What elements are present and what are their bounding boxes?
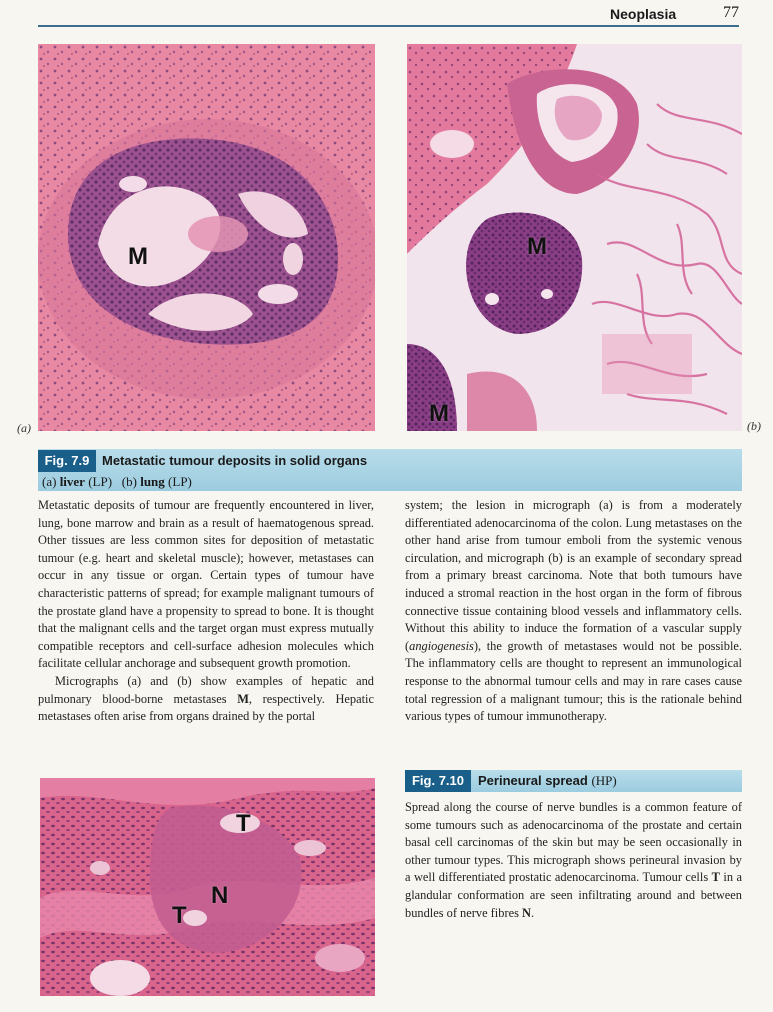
marker-m-liver: M	[128, 243, 148, 270]
p4-bold-t: T	[711, 870, 720, 885]
p3-italic-angiogenesis: angiogenesis	[409, 638, 474, 653]
p4-text-c: .	[530, 905, 535, 920]
fig-7-9-title: Metastatic tumour deposits in solid organs	[102, 453, 368, 468]
fig-7-9-paragraph-2	[38, 673, 374, 726]
fig-7-10-mag: (HP)	[591, 773, 617, 788]
p2-text-b: , respectively. Hepatic metastases often arise from organs drained by the portal	[38, 691, 374, 724]
marker-t-1: T	[236, 810, 251, 837]
sub-a-name: liver	[59, 474, 85, 489]
marker-n: N	[211, 882, 229, 909]
micrograph-perineural	[40, 778, 375, 996]
sub-a-letter: (a)	[42, 474, 57, 489]
page-number: 77	[723, 4, 739, 21]
marker-t-2: T	[172, 902, 187, 929]
fig-7-9-text-left	[38, 497, 374, 726]
header-rule	[38, 25, 739, 27]
fig-7-10-title-line	[478, 770, 617, 792]
fig-7-9-paragraph-1: Metastatic deposits of tumour are frequently encountered in liver, lung, bone marrow and brain as a result of haematogenous spread. Other tissues are less common sites for deposition of metastatic tumour (e.g. heart and skeletal muscle); however, metastases can occur in any tissue or organ. Certain types of tumour have characteristic patterns of spread; for example malignant tumours of the prostate gland have a propensity to spread to bone. It is thought that the malignant cells and the target organ must express mutually compatible receptors and cell-surface adhesion molecules which facilitate cellular anchorage and subsequent growth promotion.	[38, 498, 374, 671]
p3-text-a: system; the lesion in micrograph (a) is from a moderately differentiated adenocarcinoma of the colon. Lung metastases on the other hand arise from tumour emboli from the systemic venous circulation, and micrograph (b) is an example of secondary spread from a primary breast carcinoma. Note that both tumours have induced a stromal reaction in the host organ in the form of fibrous connective tissue containing blood vessels and inflammatory cells. Without this ability to induce the formation of a vascular supply (	[405, 498, 742, 653]
micrograph-a-liver	[38, 44, 375, 431]
p4-text-b: in a glandular conformation are seen infiltrating around and between bundles of nerve fibres	[405, 870, 742, 920]
fig-7-9-subcaption	[42, 473, 192, 491]
fig-7-10-paragraph	[405, 799, 742, 922]
fig-7-9-number: Fig. 7.9	[38, 450, 96, 472]
running-header-title: Neoplasia	[610, 6, 677, 22]
panel-a-label: (a)	[17, 421, 31, 435]
p2-text-a: Micrographs (a) and (b) show examples of hepatic and pulmonary blood-borne metastases	[38, 673, 374, 706]
fig-7-9-text-right	[405, 497, 742, 726]
fig-7-10-title: Perineural spread	[478, 773, 588, 788]
marker-m-lung-2: M	[429, 400, 449, 427]
micrograph-b-lung	[407, 44, 742, 431]
p2-bold-m: M	[237, 691, 249, 706]
p3-text-b: ), the growth of metastases would not be possible. The inflammatory cells are thought to represent an immunological response to the abnormal tumour cells and may in rare cases cause total regression of a malignant tumour; this is the rationale behind various types of tumour immunotherapy.	[405, 638, 742, 724]
sub-b-mag: (LP)	[168, 474, 192, 489]
fig-7-10-text	[405, 799, 742, 922]
p4-bold-n: N	[522, 905, 531, 920]
sub-a-mag: (LP)	[88, 474, 113, 489]
sub-b-letter: (b)	[121, 474, 137, 489]
fig-7-9-paragraph-3	[405, 497, 742, 726]
marker-m-lung-1: M	[527, 233, 547, 260]
panel-b-label: (b)	[747, 419, 761, 433]
p4-text-a: Spread along the course of nerve bundles is a common feature of some tumours such as adenocarcinoma of the prostate and certain basal cell carcinomas of the skin but may be seen occasionally in other tumour types. This micrograph shows perineural invasion by a well differentiated prostatic adenocarcinoma. Tumour cells	[405, 800, 742, 885]
sub-b-name: lung	[140, 474, 165, 489]
fig-7-10-number: Fig. 7.10	[405, 770, 471, 792]
